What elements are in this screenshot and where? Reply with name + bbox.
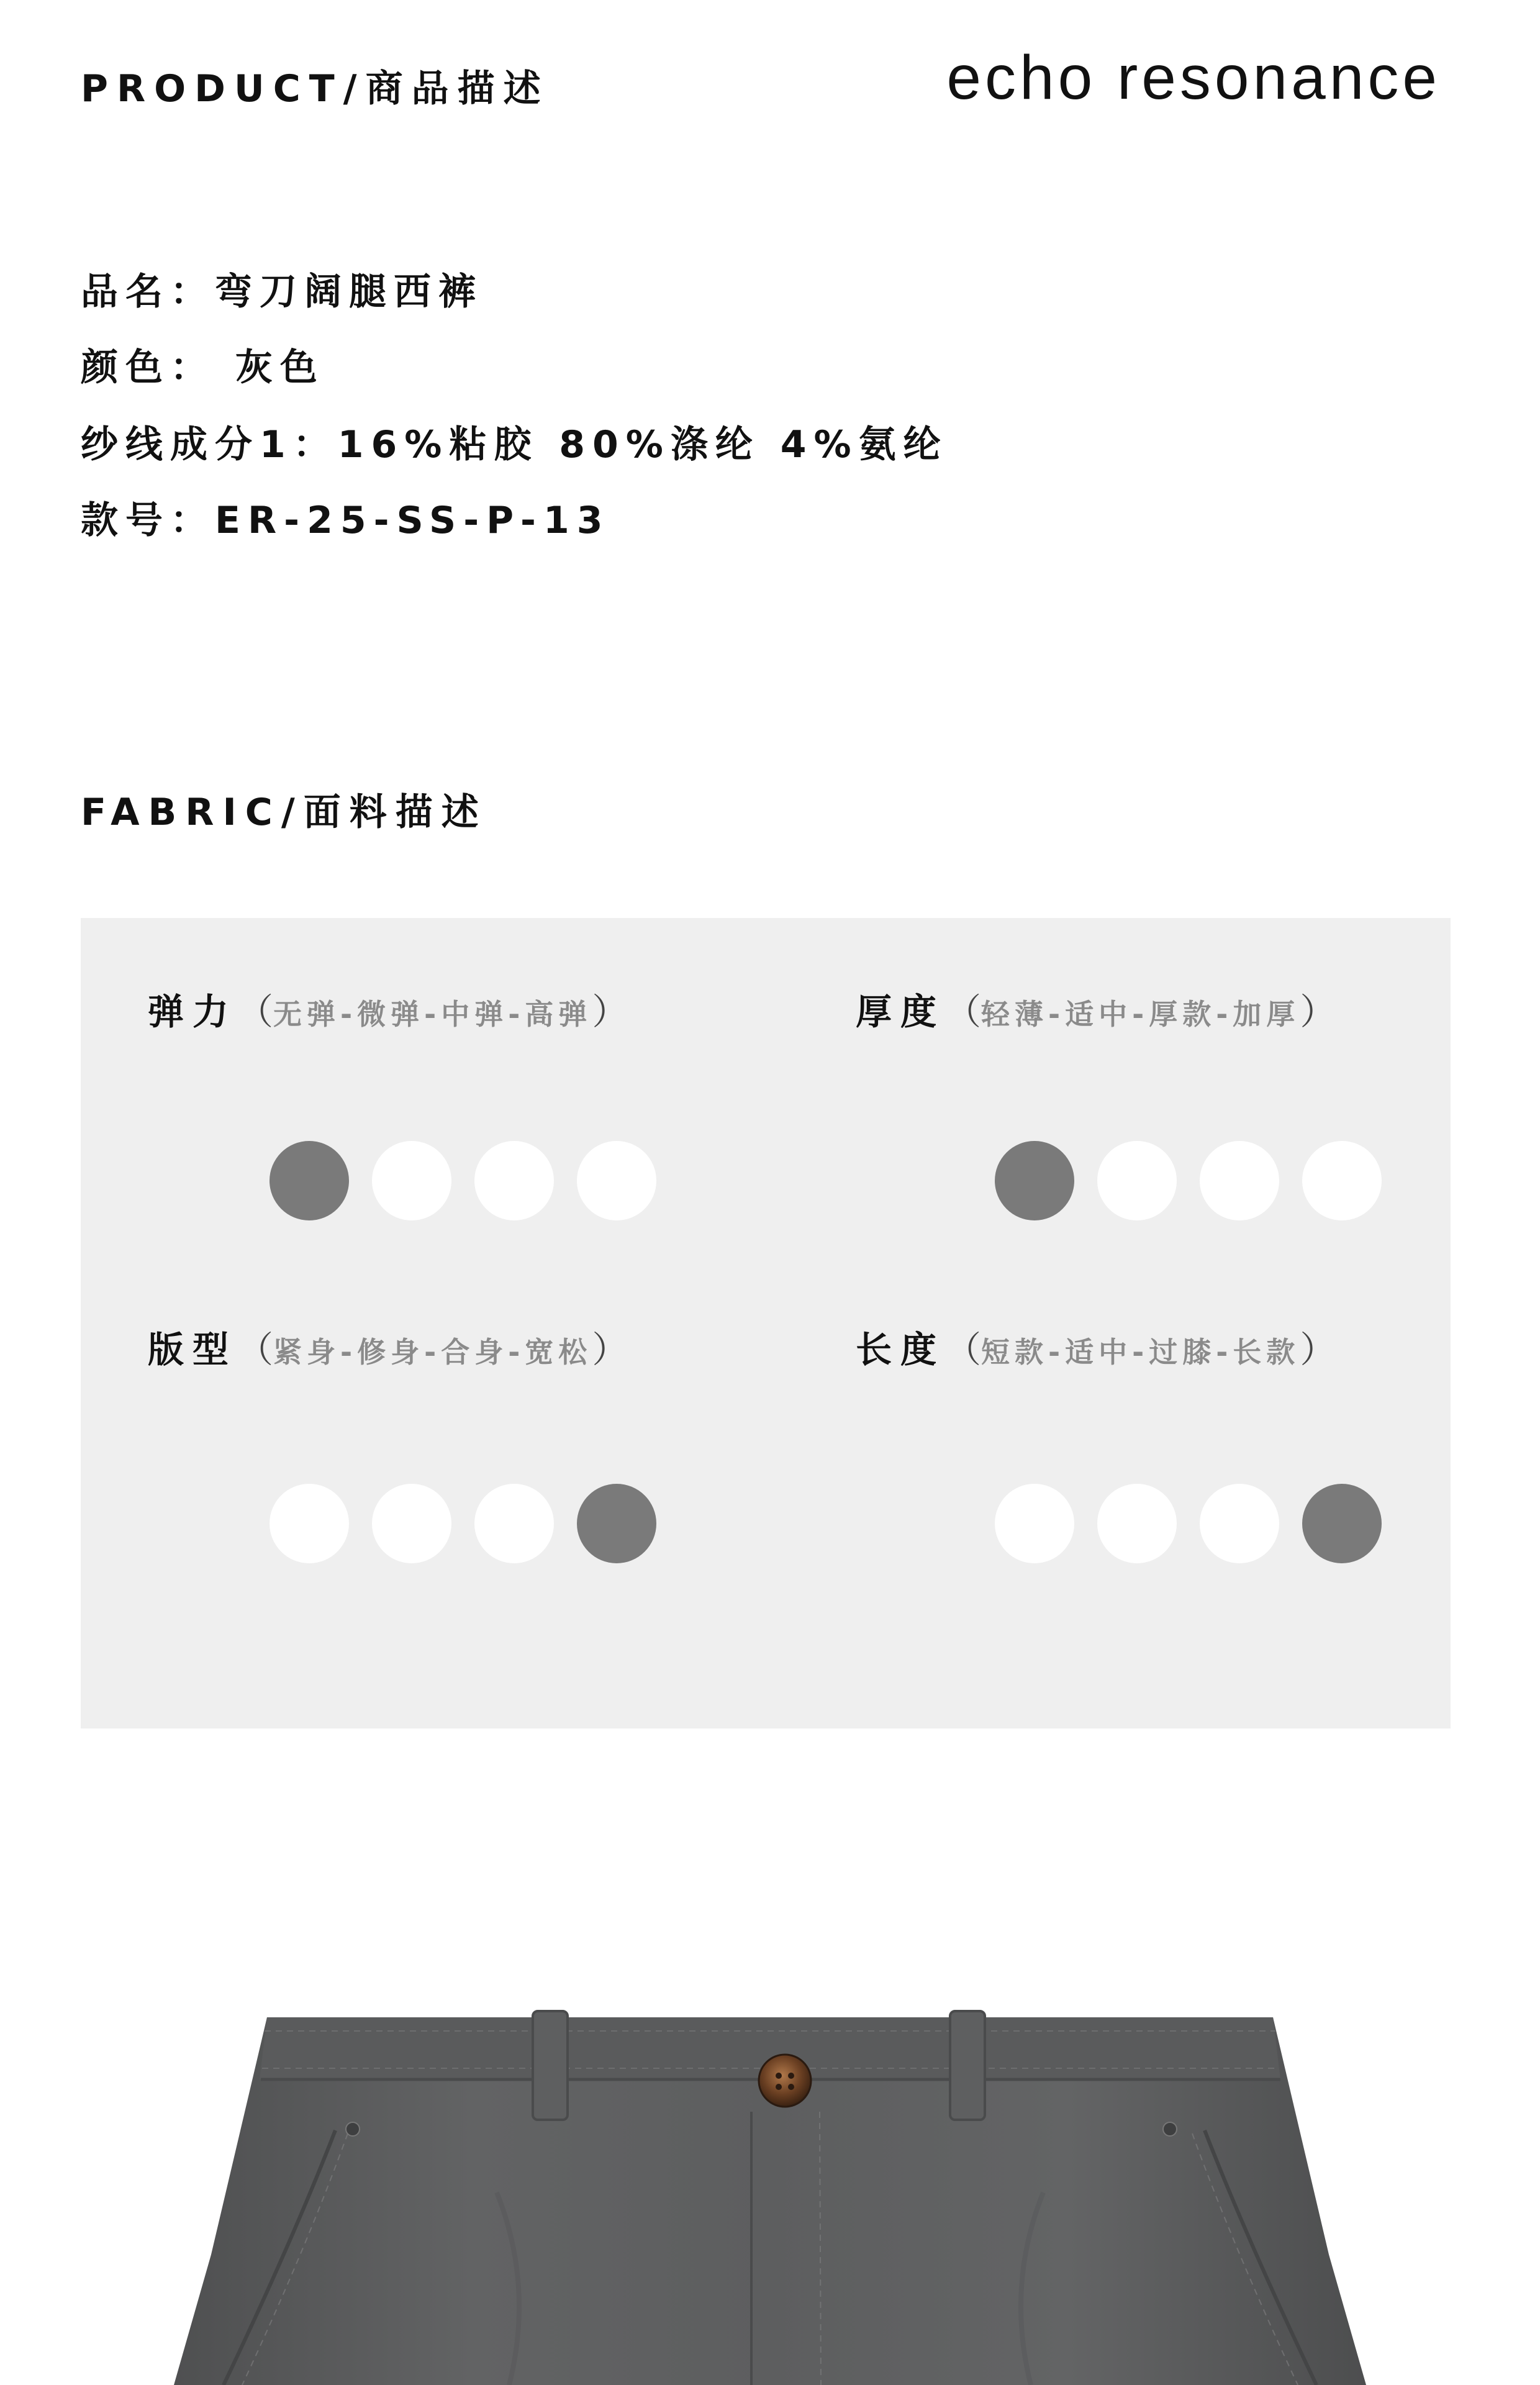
level-dot-selected — [577, 1484, 656, 1563]
brand-logo: echo resonance — [946, 43, 1441, 112]
level-dot — [1200, 1484, 1279, 1563]
level-dot — [474, 1141, 554, 1220]
attribute-length-title — [856, 1329, 1336, 1371]
open-paren: （ — [945, 991, 982, 1033]
level-dot — [372, 1484, 451, 1563]
open-paren: （ — [237, 1329, 274, 1371]
attribute-fit-name: 版型 — [148, 1329, 238, 1371]
attribute-elasticity-name: 弹力 — [148, 991, 238, 1033]
level-dot-selected — [995, 1141, 1074, 1220]
close-paren: ） — [592, 991, 628, 1033]
level-dot — [474, 1484, 554, 1563]
attribute-thickness-title — [856, 991, 1336, 1033]
close-paren: ） — [1300, 1329, 1336, 1371]
open-paren: （ — [237, 991, 274, 1033]
level-dot — [577, 1141, 656, 1220]
attribute-fit-title — [148, 1329, 628, 1371]
level-dot — [270, 1484, 349, 1563]
attribute-thickness-range: 轻薄-适中-厚款-加厚 — [981, 997, 1300, 1031]
level-dot — [372, 1141, 451, 1220]
attribute-length-range: 短款-适中-过膝-长款 — [981, 1335, 1300, 1369]
attribute-thickness-name: 厚度 — [856, 991, 946, 1033]
product-photo-trousers — [0, 2006, 1540, 2385]
fabric-section-title: FABRIC/面料描述 — [81, 791, 487, 834]
attribute-thickness-scale — [995, 1141, 1382, 1220]
attribute-fit-scale — [270, 1484, 656, 1563]
product-style-number: 款号：ER-25-SS-P-13 — [81, 499, 610, 542]
product-name: 品名：弯刀阔腿西裤 — [81, 270, 483, 314]
level-dot-selected — [1302, 1484, 1382, 1563]
level-dot — [995, 1484, 1074, 1563]
level-dot-selected — [270, 1141, 349, 1220]
product-color: 颜色： 灰色 — [81, 346, 325, 389]
level-dot — [1097, 1141, 1177, 1220]
attribute-elasticity-scale — [270, 1141, 656, 1220]
attribute-elasticity-title — [148, 991, 628, 1033]
product-section-title: PRODUCT/商品描述 — [81, 67, 550, 111]
close-paren: ） — [1300, 991, 1336, 1033]
attribute-elasticity-range: 无弹-微弹-中弹-高弹 — [273, 997, 592, 1031]
level-dot — [1302, 1141, 1382, 1220]
open-paren: （ — [945, 1329, 982, 1371]
attribute-fit-range: 紧身-修身-合身-宽松 — [273, 1335, 592, 1369]
fabric-attributes-panel — [81, 918, 1451, 1729]
product-yarn-composition: 纱线成分1：16%粘胶 80%涤纶 4%氨纶 — [81, 423, 948, 466]
level-dot — [1200, 1141, 1279, 1220]
level-dot — [1097, 1484, 1177, 1563]
close-paren: ） — [592, 1329, 628, 1371]
attribute-length-scale — [995, 1484, 1382, 1563]
attribute-length-name: 长度 — [856, 1329, 946, 1371]
